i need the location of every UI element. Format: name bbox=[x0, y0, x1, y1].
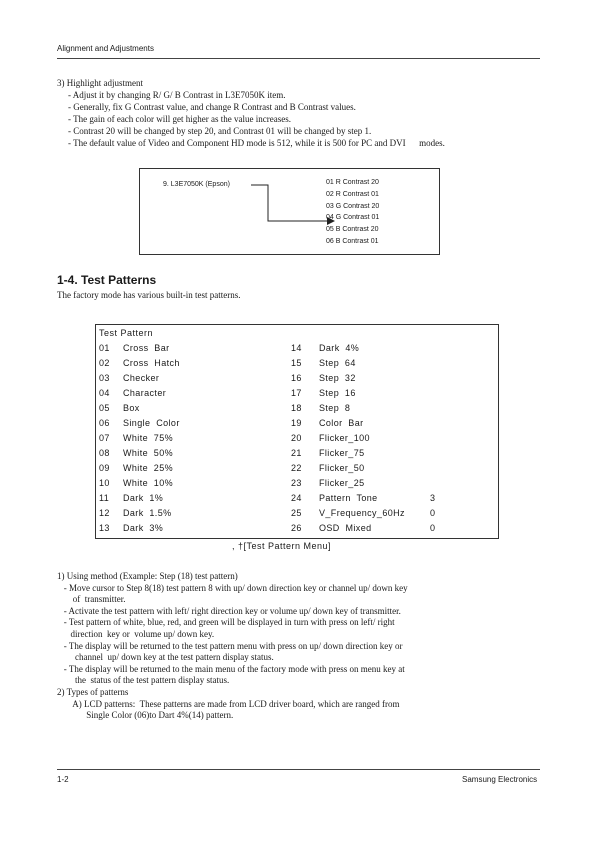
pattern-number: 07 bbox=[99, 433, 110, 443]
table-row bbox=[96, 388, 498, 403]
pattern-number: 10 bbox=[99, 478, 110, 488]
diagram-option: 01 R Contrast 20 bbox=[326, 179, 379, 186]
diagram-option: 03 G Contrast 20 bbox=[326, 202, 380, 210]
pattern-name: White 10% bbox=[123, 478, 174, 488]
pattern-name: Flicker_50 bbox=[319, 463, 365, 473]
page-header: Alignment and Adjustments bbox=[57, 44, 154, 53]
pattern-number: 08 bbox=[99, 448, 110, 458]
method-line: - The display will be returned to the main menu of the factory mode with press on menu key at bbox=[57, 663, 405, 674]
pattern-name: Box bbox=[123, 403, 140, 413]
pattern-number: 22 bbox=[291, 463, 302, 473]
test-pattern-table bbox=[95, 324, 499, 539]
table-row bbox=[96, 433, 498, 448]
pattern-number: 26 bbox=[291, 523, 302, 533]
pattern-number: 04 bbox=[99, 388, 110, 398]
header-divider bbox=[57, 58, 540, 59]
table-row bbox=[96, 463, 498, 478]
table-row bbox=[96, 448, 498, 463]
pattern-value: 3 bbox=[430, 493, 436, 503]
method-line: 2) Types of patterns bbox=[57, 686, 129, 697]
method-line: - Activate the test pattern with left/ right direction key or volume up/ down key of transmitter. bbox=[57, 605, 401, 616]
pattern-number: 05 bbox=[99, 403, 110, 413]
pattern-number: 09 bbox=[99, 463, 110, 473]
pattern-name: Single Color bbox=[123, 418, 180, 428]
highlight-line: - The gain of each color will get higher as the value increases. bbox=[68, 114, 291, 124]
pattern-name: V_Frequency_60Hz bbox=[319, 508, 405, 518]
method-line: the status of the test pattern display status. bbox=[57, 675, 230, 686]
pattern-value: 0 bbox=[430, 523, 436, 533]
method-line: direction key or volume up/ down key. bbox=[57, 628, 215, 639]
pattern-name: Dark 1.5% bbox=[123, 508, 172, 518]
pattern-name: Checker bbox=[123, 373, 160, 383]
diagram-option: 05 B Contrast 20 bbox=[326, 226, 379, 234]
pattern-name: Step 32 bbox=[319, 373, 356, 383]
table-row bbox=[96, 373, 498, 388]
table-row bbox=[96, 478, 498, 493]
highlight-line: - The default value of Video and Component HD mode is 512, while it is 500 for PC and DVI modes. bbox=[68, 138, 445, 148]
diagram-option: 04 G Contrast 01 bbox=[326, 214, 380, 222]
method-line: 1) Using method (Example: Step (18) test pattern) bbox=[57, 571, 238, 581]
diagram-option: 06 B Contrast 01 bbox=[326, 237, 379, 245]
pattern-name: Step 64 bbox=[319, 358, 356, 368]
table-header: Test Pattern bbox=[99, 328, 154, 338]
using-method-section bbox=[57, 571, 408, 722]
table-row bbox=[96, 493, 498, 508]
highlight-line: - Contrast 20 will be changed by step 20, and Contrast 01 will be changed by step 1. bbox=[68, 126, 372, 136]
table-row bbox=[96, 523, 498, 538]
pattern-number: 11 bbox=[99, 493, 110, 503]
table-caption: , †[Test Pattern Menu] bbox=[232, 541, 332, 551]
method-line: - The display will be returned to the test pattern menu with press on up/ down direction key or bbox=[57, 640, 403, 651]
pattern-number: 25 bbox=[291, 508, 302, 518]
table-row bbox=[96, 358, 498, 373]
pattern-number: 02 bbox=[99, 358, 110, 368]
pattern-number: 15 bbox=[291, 358, 302, 368]
table-row bbox=[96, 403, 498, 418]
pattern-name: Dark 1% bbox=[123, 493, 164, 503]
diagram-option: 02 R Contrast 01 bbox=[326, 190, 379, 198]
pattern-number: 17 bbox=[291, 388, 302, 398]
pattern-name: White 25% bbox=[123, 463, 174, 473]
section-description: The factory mode has various built-in test patterns. bbox=[57, 290, 241, 300]
pattern-number: 23 bbox=[291, 478, 302, 488]
pattern-name: Step 16 bbox=[319, 388, 356, 398]
table-row bbox=[96, 343, 498, 358]
pattern-number: 24 bbox=[291, 493, 302, 503]
method-line: of transmitter. bbox=[57, 594, 126, 605]
highlight-adjustment-section bbox=[57, 77, 445, 149]
contrast-menu-diagram bbox=[139, 168, 440, 255]
footer-brand: Samsung Electronics bbox=[462, 775, 538, 784]
page-number: 1-2 bbox=[57, 775, 69, 784]
pattern-number: 16 bbox=[291, 373, 302, 383]
pattern-name: Flicker_100 bbox=[319, 433, 370, 443]
pattern-number: 06 bbox=[99, 418, 110, 428]
diagram-menu-item: 9. L3E7050K (Epson) bbox=[163, 181, 230, 188]
pattern-number: 13 bbox=[99, 523, 110, 533]
table-row bbox=[96, 508, 498, 523]
highlight-line: - Generally, fix G Contrast value, and change R Contrast and B Contrast values. bbox=[68, 102, 356, 112]
pattern-name: White 75% bbox=[123, 433, 174, 443]
pattern-number: 12 bbox=[99, 508, 110, 518]
method-line: - Test pattern of white, blue, red, and green will be displayed in turn with press on left/ right bbox=[57, 617, 395, 628]
method-line: Single Color (06)to Dart 4%(14) pattern. bbox=[57, 710, 234, 721]
pattern-name: Character bbox=[123, 388, 167, 398]
pattern-name: Color Bar bbox=[319, 418, 364, 428]
method-line: - Move cursor to Step 8(18) test pattern 8 with up/ down direction key or channel up/ down key bbox=[57, 582, 408, 593]
pattern-name: OSD Mixed bbox=[319, 523, 372, 533]
section-title: 1-4. Test Patterns bbox=[57, 273, 157, 287]
pattern-name: Pattern Tone bbox=[319, 493, 378, 503]
pattern-name: Step 8 bbox=[319, 403, 351, 413]
table-row bbox=[96, 418, 498, 433]
diagram-options-list bbox=[326, 177, 379, 248]
pattern-number: 03 bbox=[99, 373, 110, 383]
pattern-number: 14 bbox=[291, 343, 302, 353]
pattern-name: White 50% bbox=[123, 448, 174, 458]
pattern-value: 0 bbox=[430, 508, 436, 518]
pattern-name: Cross Hatch bbox=[123, 358, 180, 368]
pattern-number: 21 bbox=[291, 448, 302, 458]
highlight-line: - Adjust it by changing R/ G/ B Contrast in L3E7050K item. bbox=[68, 90, 286, 100]
pattern-name: Flicker_25 bbox=[319, 478, 365, 488]
pattern-number: 01 bbox=[99, 343, 110, 353]
pattern-name: Dark 3% bbox=[123, 523, 164, 533]
pattern-name: Flicker_75 bbox=[319, 448, 365, 458]
pattern-number: 18 bbox=[291, 403, 302, 413]
pattern-number: 19 bbox=[291, 418, 302, 428]
highlight-title: 3) Highlight adjustment bbox=[57, 78, 143, 88]
footer-divider bbox=[57, 769, 540, 770]
pattern-number: 20 bbox=[291, 433, 302, 443]
method-line: channel up/ down key at the test pattern display status. bbox=[57, 652, 274, 663]
pattern-name: Dark 4% bbox=[319, 343, 360, 353]
method-line: A) LCD patterns: These patterns are made from LCD driver board, which are ranged from bbox=[57, 698, 400, 709]
pattern-name: Cross Bar bbox=[123, 343, 170, 353]
